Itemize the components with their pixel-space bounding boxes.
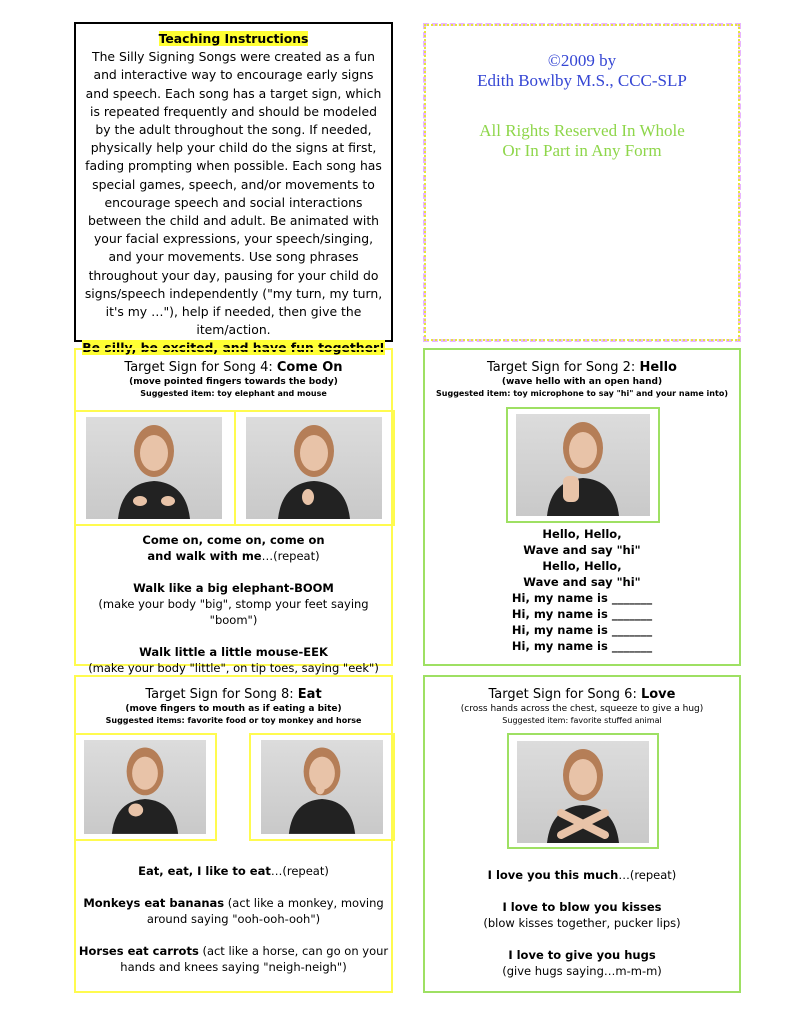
song8-card [74, 675, 393, 993]
song4-suggested: Suggested item: toy elephant and mouse [140, 389, 327, 398]
instructions-heading: Teaching Instructions [158, 31, 309, 46]
song4-card [74, 348, 393, 675]
song2-card [423, 348, 741, 666]
song4-description: (move pointed fingers towards the body) [129, 377, 338, 387]
song2-description: (wave hello with an open hand) [501, 377, 663, 387]
woman-hugging-icon [533, 741, 633, 843]
woman-signing-icon [99, 740, 191, 834]
song2-photo [516, 414, 650, 516]
song6-description: (cross hands across the chest, squeeze to give a hug) [460, 704, 704, 714]
song4-lyrics: Come on, come on, come on and walk with me…(repeat) Walk like a big elephant-BOOM (make your body "big", stomp your feet saying "boom") Walk little a little mouse-EEK (make your body "little", on tip toes, saying "eek") [88, 533, 379, 675]
song8-suggested: Suggested items: favorite food or toy monkey and horse [105, 716, 362, 725]
song6-card [423, 675, 741, 993]
copyright-line1: ©2009 by [547, 51, 617, 70]
song4-photo1 [86, 417, 222, 519]
song8-description: (move fingers to mouth as if eating a bite) [125, 704, 342, 714]
song8-photo2-frame [249, 733, 395, 841]
song6-photo-frame [507, 733, 659, 849]
song6-suggested: Suggested item: favorite stuffed animal [502, 716, 662, 725]
song4-photo2-frame [234, 410, 395, 526]
copyright-box [423, 23, 741, 342]
song2-title: Target Sign for Song 2: Hello [486, 360, 677, 375]
song4-photo1-frame [74, 410, 236, 526]
song6-title: Target Sign for Song 6: Love [488, 687, 676, 702]
copyright-rights2: Or In Part in Any Form [502, 141, 662, 160]
song2-suggested: Suggested item: toy microphone to say "hi" and your name into) [436, 389, 728, 398]
song2-photo-frame [506, 407, 660, 523]
copyright-rights1: All Rights Reserved In Whole [479, 121, 685, 140]
song8-lyrics: Eat, eat, I like to eat…(repeat) Monkeys eat bananas (act like a monkey, moving around saying "ooh-ooh-ooh") Horses eat carrots (act like a horse, can go on your hands and knees saying "neigh-neigh") [78, 864, 389, 974]
woman-waving-icon [533, 414, 633, 516]
song8-photo1 [84, 740, 206, 834]
song2-lyrics: Hello, Hello, Wave and say "hi" Hello, Hello, Wave and say "hi" Hi, my name is _______ Hi, my name is _______ Hi, my name is _______ Hi, my name is _______ [511, 527, 653, 653]
teaching-instructions-box [74, 22, 393, 356]
copyright-author: Edith Bowlby M.S., CCC-SLP [477, 71, 687, 90]
song8-photo2 [261, 740, 383, 834]
song4-title: Target Sign for Song 4: Come On [124, 360, 343, 375]
song8-photo1-frame [74, 733, 217, 841]
song4-photo2 [246, 417, 382, 519]
song8-title: Target Sign for Song 8: Eat [145, 687, 322, 702]
woman-signing-icon [104, 417, 204, 519]
instructions-body: The Silly Signing Songs were created as a fun and interactive way to encourage early signs and speech. Each song has a target sign, which is repeated frequently and should be modeled by the adult throughout the song. If needed, physically help your child do the signs at first, fading prompting when possible. Each song has special games, speech, and/or movements to encourage speech and social interactions between the child and adult. Be animated with your facial expressions, your speech/singing, and your movements. Use song phrases throughout your day, pausing for your child do signs/speech independently ("my turn, my turn, it's my …"), help if needed, then give the item/action. [84, 49, 383, 338]
woman-signing-icon [264, 417, 364, 519]
song6-lyrics: I love you this much…(repeat) I love to blow you kisses (blow kisses together, pucker lips) I love to give you hugs (give hugs saying…m-m-m) [483, 868, 681, 978]
song6-photo [517, 741, 649, 843]
instructions-closing: Be silly, be excited, and have fun together! [82, 340, 385, 356]
woman-signing-icon [276, 740, 368, 834]
